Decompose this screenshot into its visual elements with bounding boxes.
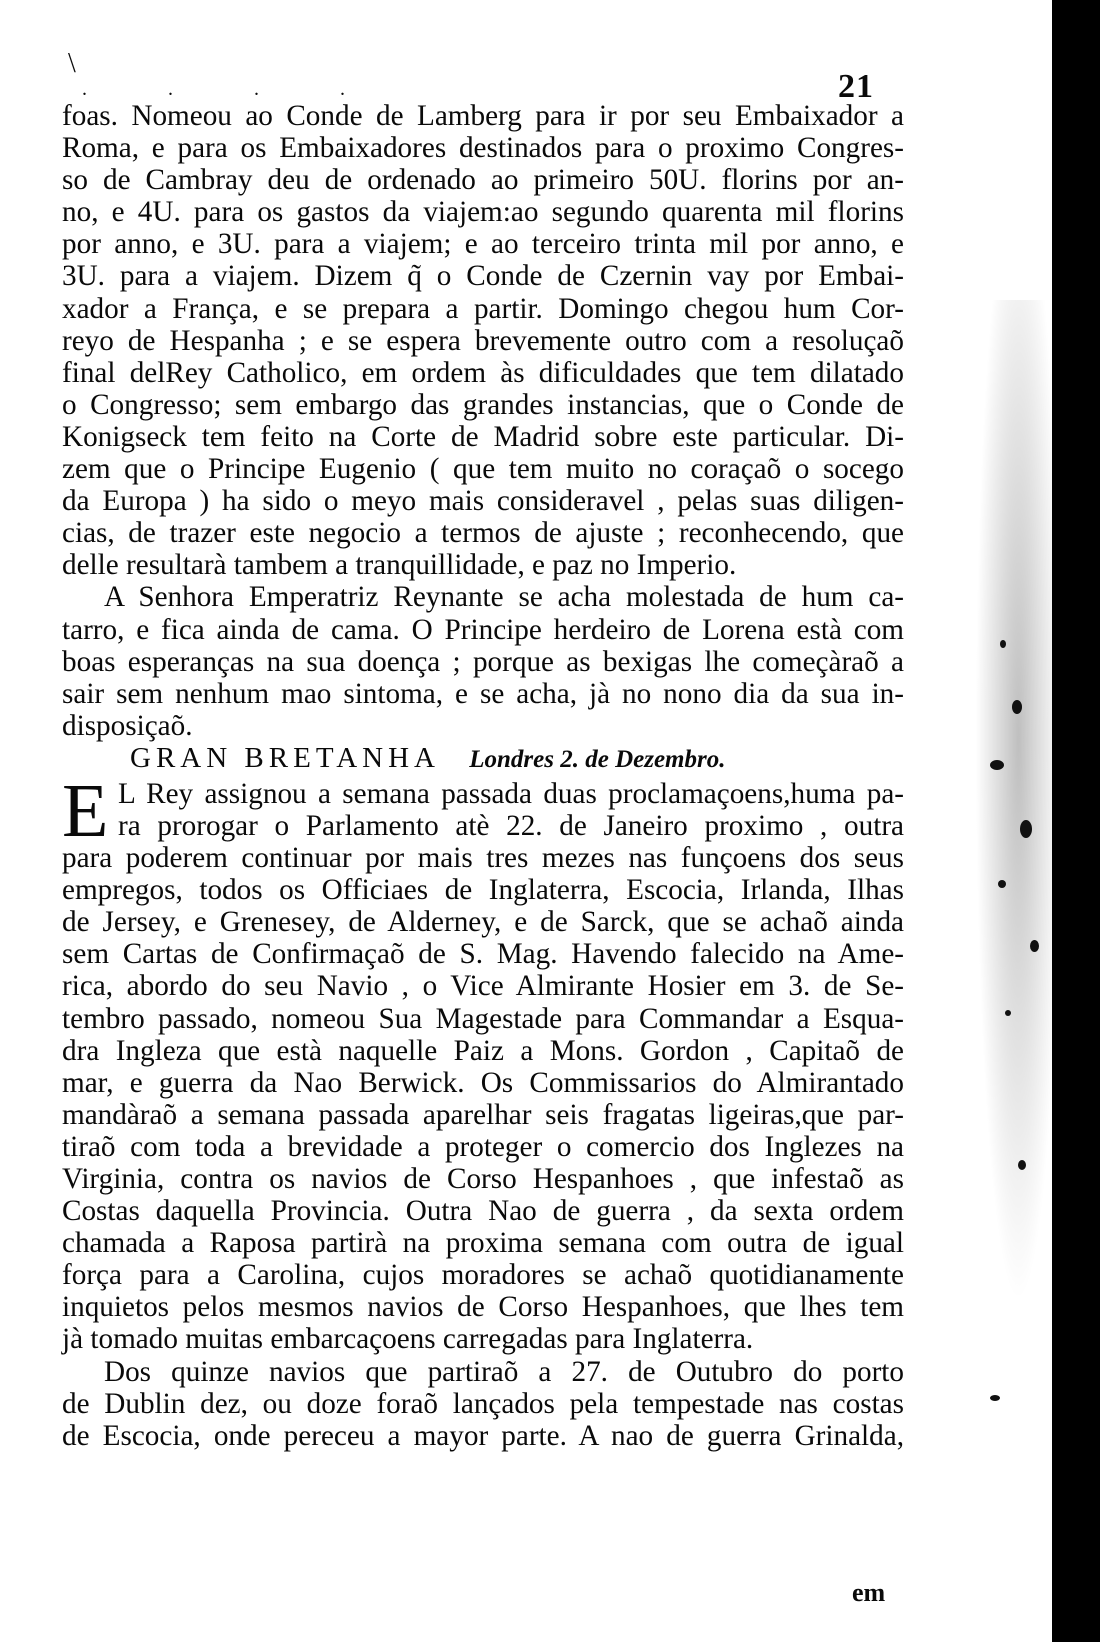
scan-speck: [1012, 700, 1022, 714]
text-line: disposiçaõ.: [62, 709, 193, 742]
corner-mark: \: [68, 48, 76, 79]
text-line: da Europa ) ha sido o meyo mais consideravel , pelas suas diligen-: [62, 485, 904, 518]
heading-country: GRAN BRETANHA: [130, 741, 440, 774]
text-line: jà tomado muitas embarcaçoens carregadas para Inglaterra.: [62, 1323, 754, 1356]
catchword: em: [852, 1578, 886, 1607]
text-line: o Congresso; sem embargo das grandes instancias, que o Conde de: [62, 388, 904, 421]
text-line: L Rey assignou a semana passada duas proclamaçoens,huma pa-: [118, 777, 904, 810]
text-line: boas esperanças na sua doença ; porque as bexigas lhe começàraõ a: [62, 645, 904, 678]
text-line: rica, abordo do seu Navio , o Vice Almirante Hosier em 3. de Se-: [62, 970, 904, 1003]
text-line: para poderem continuar por mais tres mezes nas funçoens dos seus: [62, 842, 904, 875]
scan-speck: [1000, 640, 1006, 648]
scan-speck: [1005, 1010, 1011, 1016]
text-line: inquietos pelos mesmos navios de Corso Hespanhoes, que lhes tem: [62, 1291, 904, 1324]
text-line: sem Cartas de Confirmaçaõ de S. Mag. Havendo falecido na Ame-: [62, 938, 904, 971]
scan-speck: [990, 1395, 1000, 1401]
text-line: por anno, e 3U. para a viajem; e ao terceiro trinta mil por anno, e: [62, 228, 904, 261]
text-line: final delRey Catholico, em ordem às dificuldades que tem dilatado: [62, 356, 904, 389]
scan-speck: [1020, 820, 1032, 838]
paragraph-dublin: [62, 1356, 904, 1452]
section-heading: [62, 742, 904, 778]
text-line: tembro passado, nomeou Sua Magestade para Commandar a Esqua-: [62, 1002, 904, 1035]
text-line: zem que o Principe Eugenio ( que tem muito no coraçaõ o socego: [62, 453, 904, 486]
paragraph-gran-bretanha: [62, 768, 904, 1356]
text-line: empregos, todos os Officiaes de Inglaterra, Escocia, Irlanda, Ilhas: [62, 874, 904, 907]
text-line: de Jersey, e Grenesey, de Alderney, e de Sarck, que se achaõ ainda: [62, 906, 904, 939]
text-line: chamada a Raposa partirà na proxima semana com outra de igual: [62, 1227, 904, 1260]
heading-dateline: Londres 2. de Dezembro.: [469, 745, 726, 773]
text-line: delle resultarà tambem a tranquillidade, e paz no Imperio.: [62, 549, 737, 582]
text-line: força para a Carolina, cujos moradores se achaõ quotidianamente: [62, 1259, 904, 1292]
text-line: mandàraõ a semana passada aparelhar seis fragatas ligeiras,que par-: [62, 1098, 904, 1131]
text-line: 3U. para a viajem. Dizem q̃ o Conde de Czernin vay por Embai-: [62, 260, 904, 293]
text-line: reyo de Hespanha ; e se espera brevemente outro com a resoluçaõ: [62, 324, 904, 357]
text-line: tarro, e fica ainda de cama. O Principe herdeiro de Lorena està com: [62, 613, 904, 646]
body-text: [62, 100, 904, 1452]
text-line: Konigseck tem feito na Corte de Madrid sobre este particular. Di-: [62, 420, 904, 453]
text-line: cias, de trazer este negocio a termos de ajuste ; reconhecendo, que: [62, 517, 904, 550]
text-line: de Escocia, onde pereceu a mayor parte. A nao de guerra Grinalda,: [62, 1419, 904, 1452]
scan-edge: [1052, 0, 1100, 1642]
text-line: so de Cambray deu de ordenado ao primeiro 50U. florins por an-: [62, 164, 904, 197]
text-line: de Dublin dez, ou doze foraõ lançados pela tempestade nas costas: [62, 1387, 904, 1420]
scan-speck: [990, 760, 1004, 770]
header-dots: . . . .: [82, 78, 383, 100]
text-line: foas. Nomeou ao Conde de Lamberg para ir por seu Embaixador a: [62, 100, 904, 132]
scan-speck: [998, 880, 1006, 888]
scan-speck: [1018, 1160, 1026, 1170]
drop-cap: E: [62, 768, 109, 853]
text-line: dra Ingleza que està naquelle Paiz a Mons. Gordon , Capitaõ de: [62, 1034, 904, 1067]
text-line: ra prorogar o Parlamento atè 22. de Janeiro proximo , outra: [118, 809, 904, 842]
text-line: Costas daquella Provincia. Outra Nao de guerra , da sexta ordem: [62, 1195, 904, 1228]
text-line: Roma, e para os Embaixadores destinados para o proximo Congres-: [62, 132, 904, 165]
text-line: Dos quinze navios que partiraõ a 27. de Outubro do porto: [104, 1355, 904, 1388]
scan-shadow: [968, 300, 1052, 1400]
text-line: mar, e guerra da Nao Berwick. Os Commissarios do Almirantado: [62, 1066, 904, 1099]
text-line: tiraõ com toda a brevidade a proteger o comercio dos Inglezes na: [62, 1130, 904, 1163]
text-line: A Senhora Emperatriz Reynante se acha molestada de hum ca-: [104, 581, 904, 614]
text-line: xador a França, e se prepara a partir. Domingo chegou hum Cor-: [62, 292, 904, 325]
text-line: sair sem nenhum mao sintoma, e se acha, jà no nono dia da sua in-: [62, 677, 904, 710]
text-line: Virginia, contra os navios de Corso Hespanhoes , que infestaõ as: [62, 1163, 904, 1195]
paragraph-emperatriz: [62, 581, 904, 741]
text-line: no, e 4U. para os gastos da viajem:ao segundo quarenta mil florins: [62, 196, 904, 229]
scan-speck: [1030, 940, 1039, 952]
paragraph-imperio: [62, 100, 904, 581]
page-number: 21: [838, 68, 874, 105]
